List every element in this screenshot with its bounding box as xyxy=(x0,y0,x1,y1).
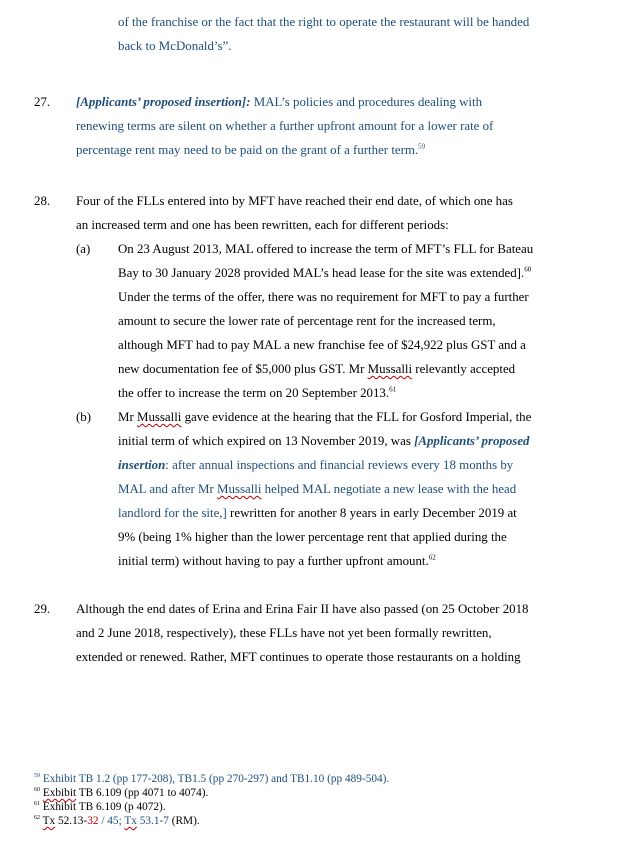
text-line: insertion: after annual inspections and financial reviews every 18 months by xyxy=(118,458,514,472)
text-line: back to McDonald’s”. xyxy=(118,39,232,53)
text-line: initial term) without having to pay a further upfront amount.$^{62}$ xyxy=(118,553,436,568)
name-mussalli: Mussalli xyxy=(217,482,262,496)
name-mussalli: Mussalli xyxy=(136,410,182,424)
text-line: percentage rent may need to be paid on the grant of a further term.$^{59}$ xyxy=(76,142,426,157)
proposed-insertion-tag: [Applicants’ proposed insertion]: xyxy=(76,95,251,109)
footnote-59: $^{59}$ Exhibit TB 1.2 (pp 177-208), TB1.5 (pp 270-297) and TB1.10 (pp 489-504). xyxy=(34,773,390,785)
text-line: Mr Mussalli gave evidence at the hearing that the FLL for Gosford Imperial, the xyxy=(118,410,532,424)
text-line: Although the end dates of Erina and Erina Fair II have also passed (on 25 October 2018 xyxy=(76,602,529,616)
paragraph-number: 28. xyxy=(34,194,51,208)
text-line: although MFT had to pay MAL a new franchise fee of $24,922 plus GST and a xyxy=(118,338,526,352)
text-line: extended or renewed. Rather, MFT continues to operate those restaurants on a holding xyxy=(76,650,521,664)
subparagraph-label: (b) xyxy=(76,410,92,424)
text-line: Four of the FLLs entered into by MFT have reached their end date, of which one has xyxy=(76,194,513,208)
text-line: new documentation fee of $5,000 plus GST. Mr Mussalli relevantly accepted xyxy=(118,362,516,376)
footnote-ref: 61 xyxy=(389,385,397,394)
name-mussalli: Mussalli xyxy=(367,362,413,376)
footnote-60: $^{60}$ Exbibit TB 6.109 (pp 4071 to 4074). xyxy=(34,787,209,799)
text-line: initial term of which expired on 13 November 2019, was [Applicants’ proposed xyxy=(118,434,530,448)
paragraph-number: 29. xyxy=(34,602,51,616)
footnote-62: $^{62}$ Tx 52.13-32 / 45; Tx 53.1-7 (RM). xyxy=(34,815,200,827)
text-line: amount to secure the lower rate of percentage rent for the increased term, xyxy=(118,314,496,328)
text-line: Under the terms of the offer, there was no requirement for MFT to pay a further xyxy=(118,290,529,304)
text-line: MAL and after Mr Mussalli helped MAL negotiate a new lease with the head xyxy=(118,482,517,496)
proposed-insertion-tag: [Applicants’ proposed xyxy=(414,434,530,448)
text-line: an increased term and one has been rewritten, each for different periods: xyxy=(76,218,449,232)
text-line: the offer to increase the term on 20 September 2013.61 xyxy=(118,385,397,400)
text-line: of the franchise or the fact that the right to operate the restaurant will be handed xyxy=(118,15,530,29)
footnote-ref: 60 xyxy=(524,265,532,274)
footnote-61: $^{61}$ Exhibit TB 6.109 (p 4072). xyxy=(34,801,166,813)
text-line: On 23 August 2013, MAL offered to increase the term of MFT’s FLL for Bateau xyxy=(118,242,534,256)
text-line: and 2 June 2018, respectively), these FLLs have not yet been formally rewritten, xyxy=(76,626,492,640)
text-line: Bay to 30 January 2028 provided MAL’s head lease for the site was extended].$^{60}$ xyxy=(118,265,532,280)
footnote-ref: 59 xyxy=(418,142,426,151)
text-line: 9% (being 1% higher than the lower percentage rent that applied during the xyxy=(118,530,507,544)
text-line: renewing terms are silent on whether a further upfront amount for a lower rate of xyxy=(76,119,494,133)
text-line: [Applicants’ proposed insertion]: MAL’s policies and procedures dealing with xyxy=(76,95,483,109)
text-line: landlord for the site,] rewritten for another 8 years in early December 2019 at xyxy=(118,506,517,520)
footnote-ref: 62 xyxy=(428,553,436,562)
paragraph-number: 27. xyxy=(34,95,51,109)
subparagraph-label: (a) xyxy=(76,242,91,256)
